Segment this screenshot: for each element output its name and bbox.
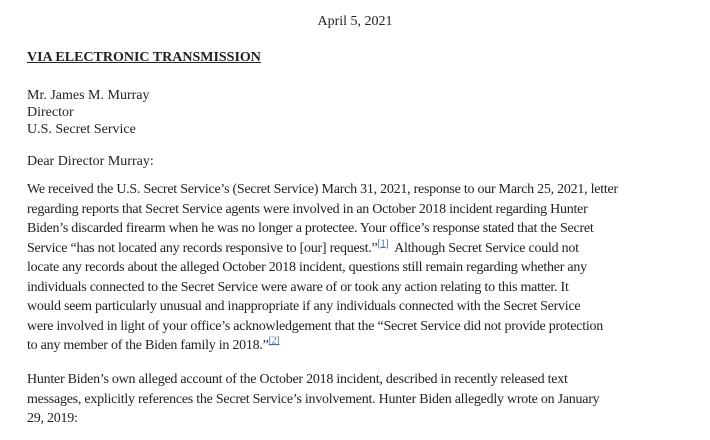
paragraph-1 bbox=[27, 180, 618, 356]
text-line: messages, explicitly references the Secret Service’s involvement. Hunter Biden allegedly wrote on January bbox=[27, 391, 600, 407]
text-line: regarding reports that Secret Service agents were involved in an October 2018 incident regarding Hunter bbox=[27, 201, 588, 217]
text-line bbox=[27, 336, 618, 356]
text-line: would seem particularly unusual and inappropriate if any individuals connected with the Secret Service bbox=[27, 299, 581, 314]
recipient-title: Director bbox=[27, 105, 74, 120]
text-line: individuals connected to the Secret Service were aware of or took any action relating to this matter. It bbox=[27, 279, 569, 295]
recipient-name: Mr. James M. Murray bbox=[27, 88, 150, 103]
text-line: locate any records about the alleged October 2018 incident, questions still remain regarding whether any bbox=[27, 260, 587, 275]
recipient-org: U.S. Secret Service bbox=[27, 122, 136, 137]
text-line: were involved in light of your office’s acknowledgement that the “Secret Service did not provide protection bbox=[27, 318, 603, 334]
text-segment: to any member of the Biden family in 2018.” bbox=[27, 338, 269, 353]
text-segment: Service “has not located any records responsive to [our] request.” bbox=[27, 240, 378, 256]
text-line: 29, 2019: bbox=[27, 411, 78, 426]
text-line: We received the U.S. Secret Service’s (Secret Service) March 31, 2021, response to our March 25, 2021, letter bbox=[27, 182, 618, 197]
text-line bbox=[27, 239, 618, 259]
salutation: Dear Director Murray: bbox=[27, 154, 154, 169]
text-line: Hunter Biden’s own alleged account of the October 2018 incident, described in recently released text bbox=[27, 372, 568, 387]
footnote-link-1[interactable]: [1] bbox=[377, 237, 389, 249]
text-segment: Although Secret Service could not bbox=[388, 240, 579, 256]
letter-date: April 5, 2021 bbox=[317, 14, 393, 29]
footnote-link-2[interactable]: [2] bbox=[268, 335, 280, 347]
paragraph-2 bbox=[27, 370, 599, 429]
recipient-address bbox=[27, 87, 150, 138]
transmission-heading: VIA ELECTRONIC TRANSMISSION bbox=[27, 50, 261, 65]
text-line: Biden’s discarded firearm when he was no longer a protectee. Your office’s response stated that the Secret bbox=[27, 221, 594, 236]
